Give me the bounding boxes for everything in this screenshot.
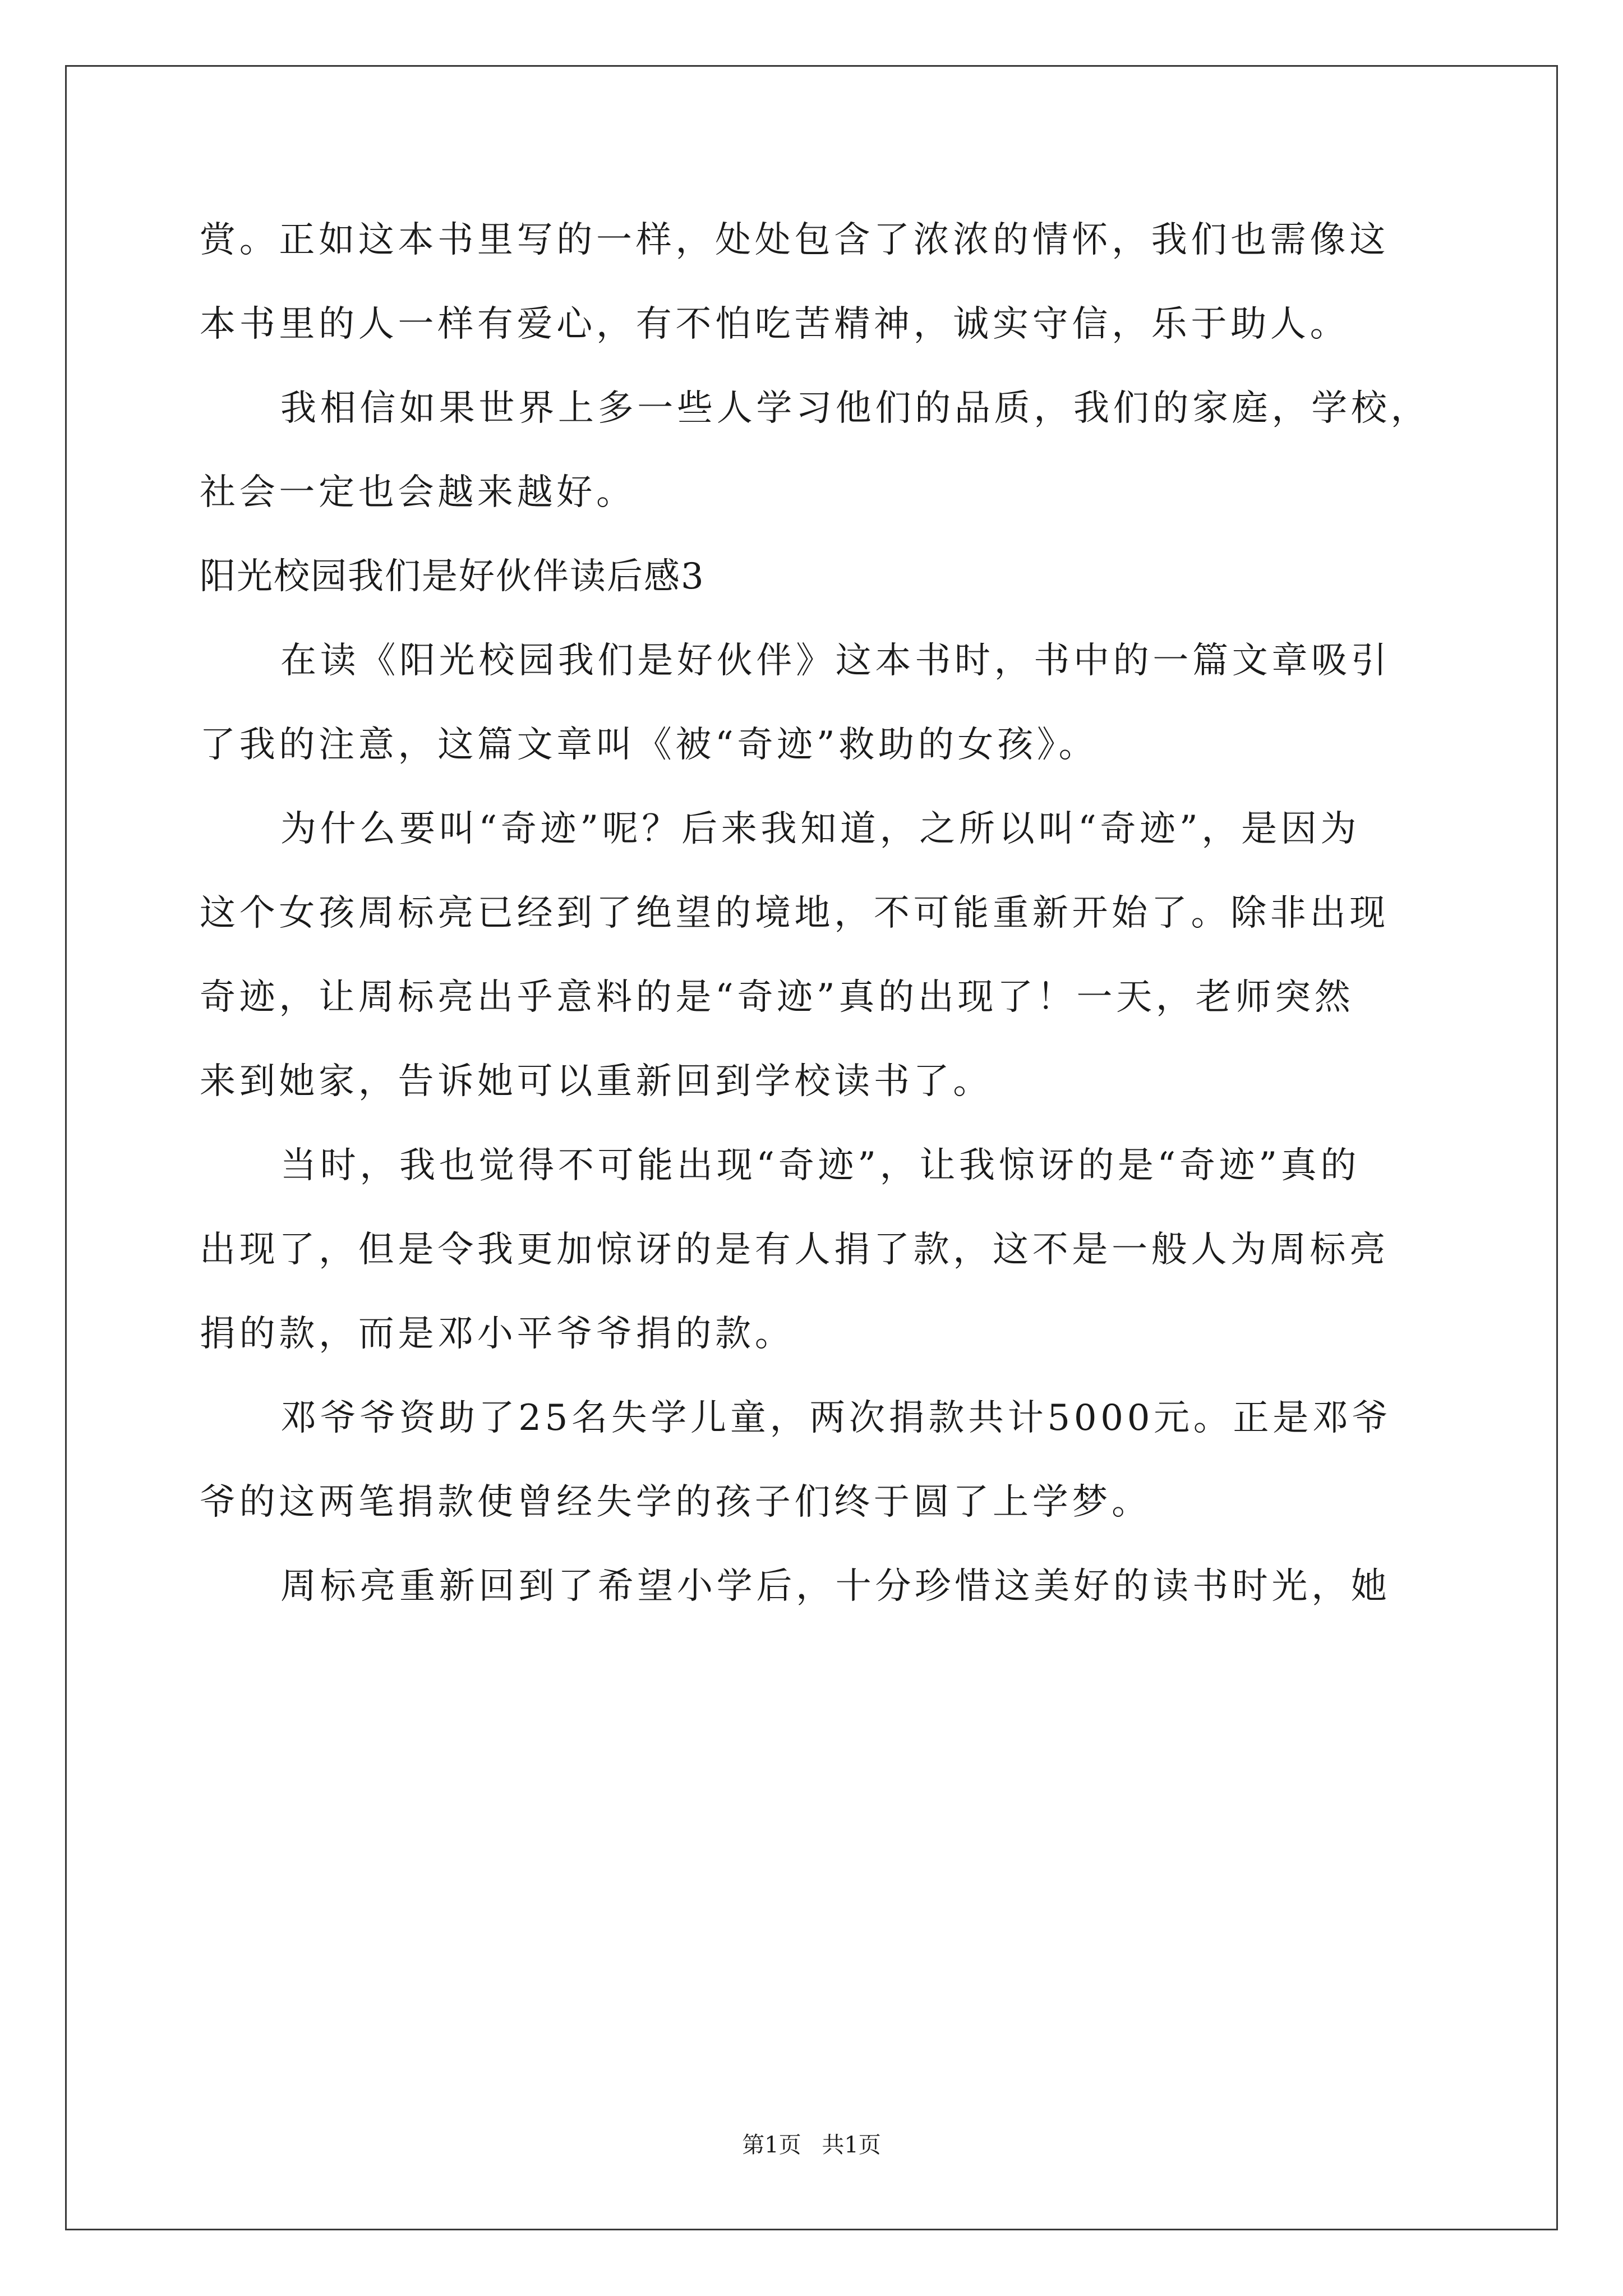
- page-total: 共1页: [822, 2132, 881, 2158]
- paragraph-line: 邓爷爷资助了25名失学儿童，两次捐款共计5000元。正是邓爷: [280, 1397, 1392, 1439]
- paragraph-line: 这个女孩周标亮已经到了绝望的境地，不可能重新开始了。除非出现: [200, 892, 1389, 934]
- page-footer: [0, 2132, 1623, 2159]
- paragraph-line: 来到她家，告诉她可以重新回到学校读书了。: [200, 1061, 993, 1102]
- paragraph-line: 在读《阳光校园我们是好伙伴》这本书时，书中的一篇文章吸引: [280, 640, 1391, 682]
- paragraph-line: 为什么要叫“奇迹”呢？后来我知道，之所以叫“奇迹”，是因为: [280, 808, 1361, 850]
- section-heading: 阳光校园我们是好伙伴读后感3: [200, 556, 705, 597]
- paragraph-line: 出现了，但是令我更加惊讶的是有人捐了款，这不是一般人为周标亮: [200, 1229, 1389, 1271]
- paragraph-line: 奇迹，让周标亮出乎意料的是“奇迹”真的出现了！一天，老师突然: [200, 977, 1354, 1018]
- paragraph-line: 我相信如果世界上多一些人学习他们的品质，我们的家庭，学校，: [280, 388, 1431, 429]
- paragraph-line: 爷的这两笔捐款使曾经失学的孩子们终于圆了上学梦。: [200, 1481, 1151, 1523]
- page-number: 第1页: [742, 2132, 801, 2158]
- paragraph-line: 赏。正如这本书里写的一样，处处包含了浓浓的情怀，我们也需像这: [200, 219, 1389, 261]
- paragraph-line: 本书里的人一样有爱心，有不怕吃苦精神，诚实守信，乐于助人。: [200, 303, 1350, 345]
- paragraph-line: 当时，我也觉得不可能出现“奇迹”，让我惊讶的是“奇迹”真的: [280, 1145, 1361, 1186]
- paragraph-line: 周标亮重新回到了希望小学后，十分珍惜这美好的读书时光，她: [280, 1566, 1391, 1607]
- paragraph-line: 社会一定也会越来越好。: [200, 472, 636, 513]
- paragraph-line: 了我的注意，这篇文章叫《被“奇迹”救助的女孩》。: [200, 724, 1099, 766]
- paragraph-line: 捐的款，而是邓小平爷爷捐的款。: [200, 1313, 795, 1355]
